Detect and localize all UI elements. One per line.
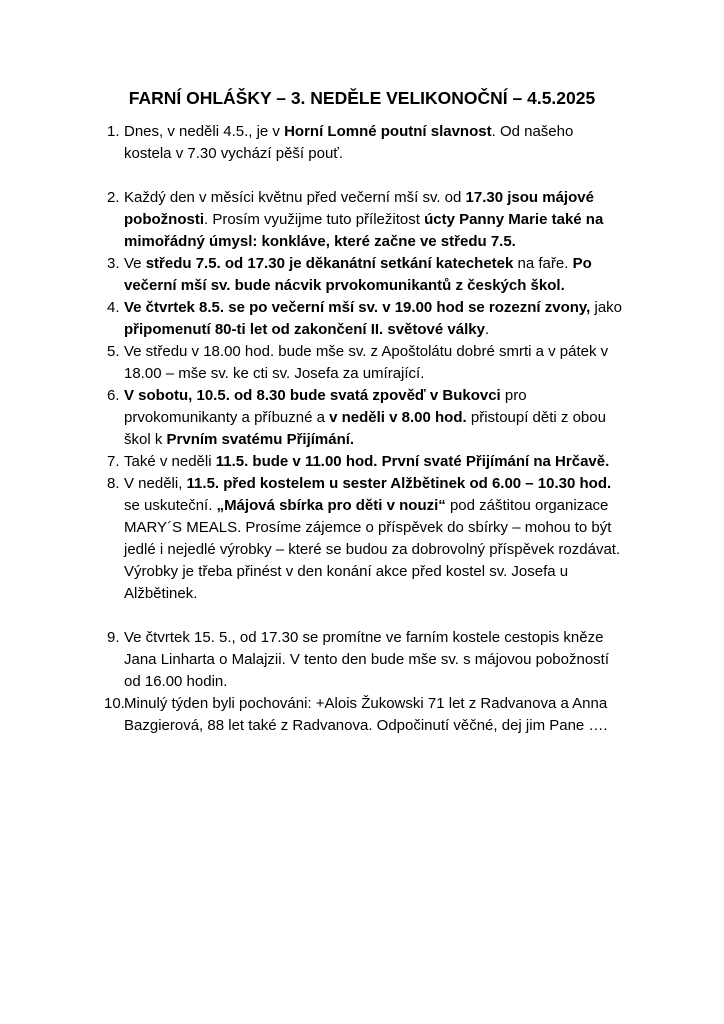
item-number: 4. — [107, 299, 120, 316]
item-number: 2. — [107, 189, 120, 206]
text-segment: přistoupí děti z obou škol k — [124, 409, 606, 448]
item-number: 9. — [107, 629, 120, 646]
item-text — [124, 299, 622, 338]
item-text — [124, 255, 592, 294]
bold-text: 11.5. bude v 11.00 hod. První svaté Přijímání na Hrčavě. — [215, 453, 610, 470]
document-title: FARNÍ OHLÁŠKY – 3. NEDĚLE VELIKONOČNÍ – 4.5.2025 — [128, 88, 596, 108]
text-segment: Minulý týden byli pochováni: +Alois Žukowski 71 let z Radvanova a Anna Bazgierová, 88 let také z Radvanova. Odpočinutí věčné, dej jim Pane …. — [124, 695, 608, 734]
text-segment: V neděli, — [124, 475, 187, 492]
item-text — [124, 123, 573, 162]
bold-text: Po večerní mší sv. bude nácvik prvokomunikantů z českých škol. — [124, 255, 592, 294]
text-segment: Ve — [124, 255, 146, 272]
bold-text: 17.30 jsou májové pobožnosti — [124, 189, 594, 228]
list-item — [0, 253, 624, 297]
list-item — [0, 451, 624, 473]
text-segment: . Prosím využijme tuto příležitost — [203, 211, 425, 228]
bold-text: Horní Lomné poutní slavnost — [284, 123, 492, 140]
item-text — [124, 387, 606, 448]
bold-text: V sobotu, 10.5. od 8.30 bude svatá zpověď v Bukovci — [124, 387, 501, 404]
announcement-list — [0, 121, 724, 737]
item-number: 10. — [104, 695, 125, 712]
item-number: 1. — [107, 123, 120, 140]
bold-text: Prvním svatému Přijímání. — [166, 431, 355, 448]
item-text — [124, 695, 608, 734]
bold-text: v neděli v 8.00 hod. — [329, 409, 467, 426]
text-segment: pod záštitou organizace MARY´S MEALS. Prosíme zájemce o příspěvek do sbírky – mohou to být jedlé i nejedlé výrobky – které se budou za dobrovolný příspěvek rozdávat. Výrobky je třeba přinést v den konání akce před kostel sv. Josefa u Alžbětinek. — [124, 497, 621, 602]
text-segment: jako — [590, 299, 623, 316]
list-item — [0, 297, 624, 341]
item-number: 6. — [107, 387, 120, 404]
list-item — [0, 385, 624, 451]
text-segment: na faře. — [513, 255, 573, 272]
bold-text: Ve čtvrtek 8.5. se po večerní mší sv. v 19.00 hod se rozezní zvony, — [124, 299, 591, 316]
text-segment: Ve středu v 18.00 hod. bude mše sv. z Apoštolátu dobré smrti a v pátek v 18.00 – mše sv. ke cti sv. Josefa za umírající. — [124, 343, 609, 382]
bold-text: středu 7.5. od 17.30 je děkanátní setkání katechetek — [145, 255, 514, 272]
text-segment: Ve čtvrtek 15. 5., od 17.30 se promítne ve farním kostele cestopis kněze Jana Linharta o Malajzii. V tento den bude mše sv. s májovou pobožností od 16.00 hodin. — [124, 629, 610, 690]
item-number: 7. — [107, 453, 120, 470]
text-segment: . Od našeho kostela v 7.30 vychází pěší pouť. — [124, 123, 574, 162]
list-item — [0, 341, 624, 385]
item-text — [124, 453, 609, 470]
item-text — [124, 189, 603, 250]
item-number: 8. — [107, 475, 120, 492]
text-segment: . — [484, 321, 490, 338]
text-segment: Také v neděli — [124, 453, 216, 470]
item-text — [124, 343, 608, 382]
bold-text: „Májová sbírka pro děti v nouzi“ — [216, 497, 446, 514]
bold-text: připomenutí 80-ti let od zakončení II. světové války — [124, 321, 485, 338]
text-segment: se uskuteční. — [124, 497, 217, 514]
bold-text: 11.5. před kostelem u sester Alžbětinek od 6.00 – 10.30 hod. — [186, 475, 612, 492]
text-segment: pro prvokomunikanty a příbuzné a — [124, 387, 527, 426]
list-item — [0, 473, 624, 605]
list-item — [0, 627, 624, 693]
item-number: 5. — [107, 343, 120, 360]
item-number: 3. — [107, 255, 120, 272]
list-item — [0, 693, 624, 737]
list-item — [0, 187, 624, 253]
item-text — [124, 475, 620, 602]
text-segment: Každý den v měsíci květnu před večerní mší sv. od — [124, 189, 466, 206]
text-segment: Dnes, v neděli 4.5., je v — [124, 123, 285, 140]
item-text — [124, 629, 609, 690]
list-item — [0, 121, 624, 165]
bold-text: úcty Panny Marie také na mimořádný úmysl: konkláve, které začne ve středu 7.5. — [124, 211, 604, 250]
